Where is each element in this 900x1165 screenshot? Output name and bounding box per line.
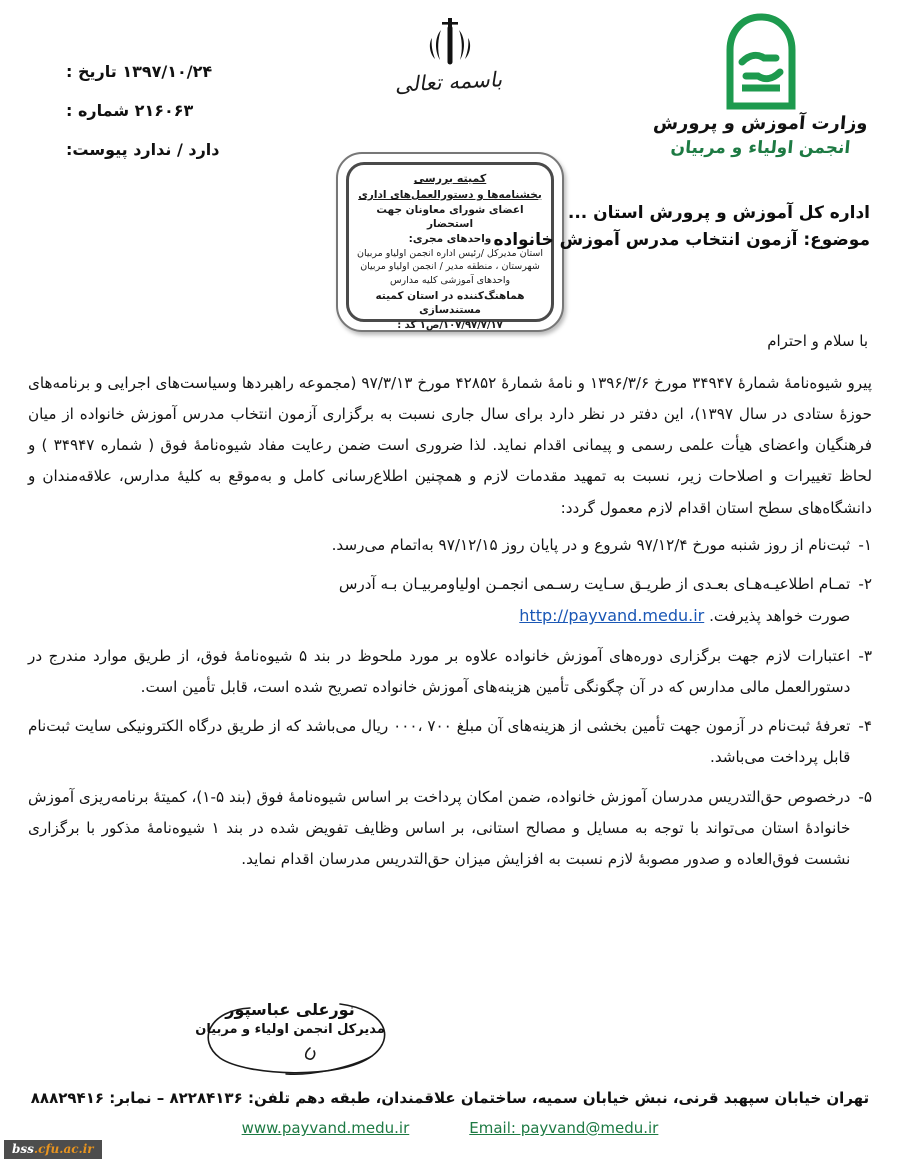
signatory-title: مدیرکل انجمن اولیاء و مربیان — [195, 1022, 385, 1037]
list-item-marker: ۲- — [858, 574, 872, 593]
association-name: انجمن اولیاء و مربیان — [669, 137, 852, 158]
list-item-text: اعتبارات لازم جهت برگزاری دوره‌های آموزش خانواده علاوه بر مورد ملحوظ در بند ۵ شیوه‌نامۀ فوق، از طریق موارد مندرج در دستورالعمل مالی مدارس که در آن چگونگی تأمین هزینه‌های آموزش خانواده تصریح شده است، قابل تأمین است. — [28, 646, 851, 697]
footer-links — [0, 1119, 900, 1137]
list-item-text-after: صورت خواهد پذیرفت. — [709, 607, 851, 626]
greeting-line: با سلام و احترام — [767, 332, 868, 350]
source-watermark — [4, 1140, 102, 1159]
signature-block — [140, 1000, 440, 1037]
list-item — [28, 782, 872, 875]
list-item-text — [28, 569, 850, 633]
list-item-marker: ۱- — [858, 535, 872, 554]
stamp-line-5: استان مدیرکل /رئیس اداره انجمن اولیاو مربیان — [357, 247, 543, 259]
date-value: ۱۳۹۷/۱۰/۲۴ — [122, 62, 213, 81]
list-item — [28, 711, 872, 773]
stamp-title: کمیته بررسی — [413, 172, 487, 185]
list-item-marker: ۴- — [858, 717, 872, 736]
stamp-line-7: واحدهای آموزشی کلیه مدارس — [389, 275, 511, 287]
stamp-code — [357, 319, 543, 333]
watermark-prefix: bss — [12, 1142, 34, 1156]
stamp-line-6: شهرستان ، منطقه مدیر / انجمن اولیاو مربیان — [360, 261, 540, 273]
payvand-website-link[interactable]: http://payvand.medu.ir — [519, 606, 705, 626]
document-footer — [0, 1089, 900, 1137]
footer-address: تهران خیابان سپهبد قرنی، نبش خیابان سمیه، ساختمان علاقمندان، طبقه دهم تلفن: ۸۲۲۸۴۱۳۶ – نمابر: ۸۸۸۲۹۴۱۶ — [30, 1089, 870, 1107]
list-item-text: ثبت‌نام از روز شنبه مورخ ۹۷/۱۲/۴ شروع و در پایان روز ۹۷/۱۲/۱۵ به‌اتمام می‌رسد. — [331, 535, 851, 554]
letter-meta-fields — [60, 62, 360, 179]
list-item-marker: ۳- — [858, 646, 872, 665]
signatory-name: نورعلی عباسپور — [225, 1000, 355, 1019]
list-item — [28, 530, 872, 561]
list-item-text: درخصوص حق‌التدریس مدرسان آموزش خانواده، ضمن امکان پرداخت بر اساس شیوه‌نامۀ فوق (بند ۵-۱)، کمیتۀ برنامه‌ریزی آموزش خانوادۀ استان می‌تواند با توجه به مسایل و مصالح استانی، بر اساس وظایف تفویض شده در بند ۱ شیوه‌نامۀ مذکور با برگزاری نشست فوق‌العاده و صدور مصوبۀ لازم نسبت به افزایش میزان حق‌التدریس مدرسان اقدام نماید. — [28, 787, 851, 868]
arch-hands-logo-icon — [724, 14, 798, 110]
stamp-line-8: هماهنگ‌کننده در استان کمیته مستندسازی — [375, 289, 525, 317]
number-label: شماره : — [66, 101, 130, 120]
number-value: ۲۱۶۰۶۳ — [134, 101, 194, 120]
list-item-text: تعرفۀ ثبت‌نام در آزمون جهت تأمین بخشی از هزینه‌های آن مبلغ ۷۰۰ ،۰۰۰ ریال می‌باشد که از طریق درگاه الکترونیکی سایت ثبت‌نام قابل پرداخت می‌باشد. — [28, 717, 851, 767]
list-item — [28, 569, 872, 633]
stamp-code-label: کد : — [397, 320, 417, 332]
letter-body — [28, 368, 872, 883]
stamp-subtitle: بخشنامه‌ها و دستورالعمل‌های اداری — [358, 188, 542, 201]
organization-logo-block — [643, 14, 878, 159]
stamp-code-value: ۱۰۷/۹۷/۷/۱۷/ص۱ — [419, 320, 503, 332]
body-paragraph-1: پیرو شیوه‌نامۀ شمارۀ ۳۴۹۴۷ مورخ ۱۳۹۶/۳/۶ و نامۀ شمارۀ ۴۲۸۵۲ مورخ ۹۷/۳/۱۳ (مجموعه راهبردها وسیاست‌های اجرایی و برنامه‌های حوزۀ ستادی در سال ۱۳۹۷)، این دفتر در نظر دارد برای سال جاری نسبت به برگزاری آزمون انتخاب مدرس آموزش خانواده از میان فرهنگیان واعضای هیأت علمی رسمی و پیمانی اقدام نماید. لذا ضروری است ضمن رعایت مفاد شیوه‌نامۀ فوق ( شماره ۳۴۹۴۷ ) و لحاظ تغییرات و اصلاحات زیر، نسبت به تمهید مقدمات لازم و همچنین اطلاع‌رسانی کامل و به‌موقع به کلیۀ مدارس، علاقه‌مندان و دانشگاه‌های سطح استان اقدام لازم معمول گردد: — [28, 374, 872, 517]
national-emblem-block — [350, 18, 550, 97]
meta-row-date — [60, 62, 360, 81]
addressee-to: اداره کل آموزش و پرورش استان ... — [567, 203, 870, 223]
ministry-name: وزارت آموزش و پرورش — [652, 113, 869, 134]
list-item — [28, 641, 872, 703]
stamp-line-3: اعضای شورای معاونان جهت استحضار — [376, 204, 524, 231]
stamp-line-4: واحدهای مجری: — [408, 233, 492, 246]
date-label: تاریخ : — [66, 62, 117, 81]
iran-national-emblem-icon — [428, 18, 472, 64]
addressee-subject: موضوع: آزمون انتخاب مدرس آموزش خانواده — [493, 230, 870, 251]
addressee-block — [450, 200, 870, 254]
watermark-suffix: .cfu.ac.ir — [33, 1142, 94, 1156]
footer-website-link[interactable]: www.payvand.medu.ir — [241, 1119, 410, 1137]
attachment-value: دارد / ندارد — [133, 140, 220, 159]
meta-row-attachment — [60, 140, 360, 159]
attachment-label: پیوست: — [66, 140, 128, 159]
basmala-calligraphy: باسمه تعالی — [394, 67, 506, 97]
list-item-text-before: تمـام اطلاعیـه‌هـای بعـدی از طریـق سـایت رسـمی انجمـن اولیاومربیـان بـه آدرس — [338, 574, 851, 593]
footer-email-link[interactable]: Email: payvand@medu.ir — [469, 1119, 659, 1137]
meta-row-number — [60, 101, 360, 120]
list-item-marker: ۵- — [858, 787, 872, 806]
